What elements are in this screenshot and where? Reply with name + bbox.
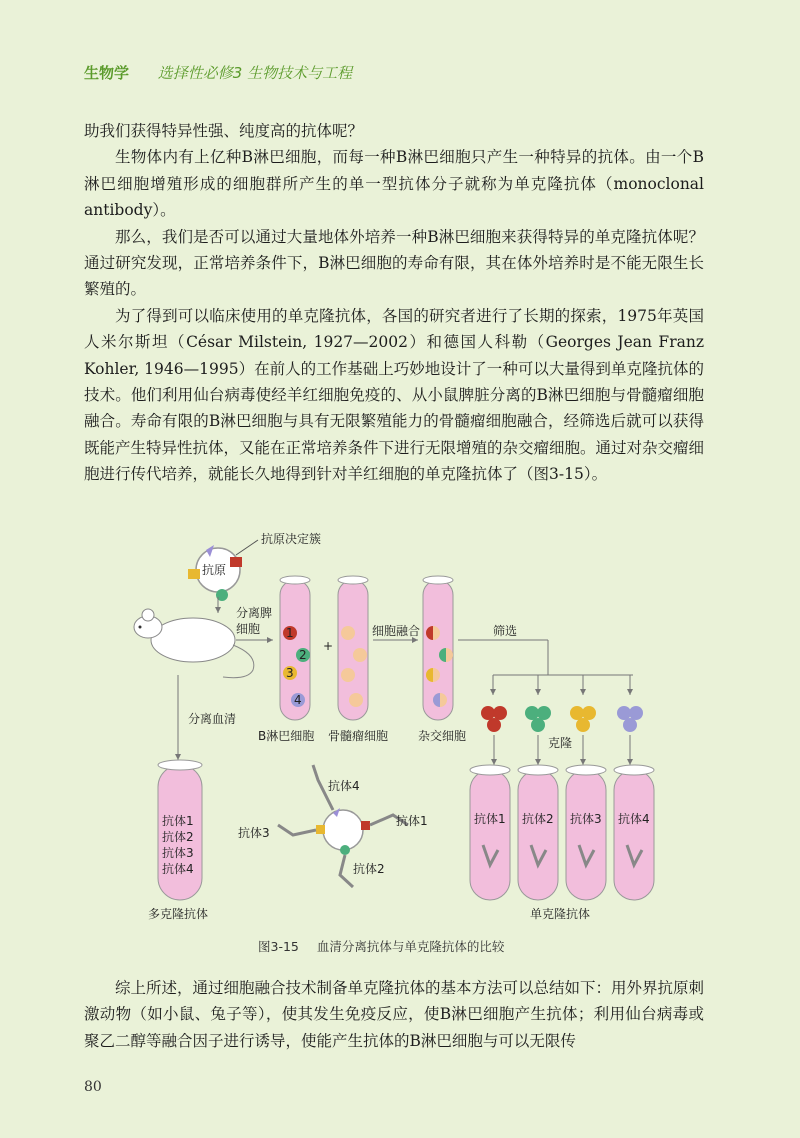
poly-antibody-item: 抗体4 — [162, 862, 194, 876]
clone-label: 克隆 — [548, 736, 573, 750]
header-book-title: 选择性必修3 生物技术与工程 — [157, 64, 353, 82]
cell-number: 2 — [299, 648, 307, 662]
poly-antibody-item: 抗体3 — [162, 846, 194, 860]
figure-3-15 — [118, 525, 678, 955]
epitope-label: 抗原决定簇 — [261, 532, 322, 546]
poly-antibody-item: 抗体2 — [162, 830, 194, 844]
paragraph: 综上所述，通过细胞融合技术制备单克隆抗体的基本方法可以总结如下：用外界抗原刺激动物（如小鼠、兔子等），使其发生免疫反应，使B淋巴细胞产生抗体；利用仙台病毒或聚乙二醇等融合因子进行诱导，使能产生抗体的B淋巴细胞与可以无限传 — [84, 979, 705, 1050]
hybrid-label: 杂交细胞 — [418, 729, 467, 743]
antigen-label: 抗原 — [202, 563, 227, 577]
caption-title: 血清分离抗体与单克隆抗体的比较 — [316, 939, 505, 954]
antibody-4-label: 抗体4 — [328, 779, 360, 793]
header-subject: 生物学 — [84, 64, 130, 82]
figure-diagram — [118, 525, 678, 955]
antibody-2-label: 抗体2 — [353, 862, 385, 876]
figure-caption — [258, 937, 504, 955]
monoclonal-tubes — [470, 765, 654, 900]
monoclonal-label: 单克隆抗体 — [530, 907, 591, 921]
polyclonal-label: 多克隆抗体 — [148, 907, 209, 921]
caption-number: 图3-15 — [258, 939, 299, 954]
mono-tube-label: 抗体4 — [618, 812, 650, 826]
screening-label: 筛选 — [493, 624, 518, 638]
separate-serum-label: 分离血清 — [188, 712, 237, 726]
hybrid-tube — [423, 576, 453, 720]
paragraph: 为了得到可以临床使用的单克隆抗体，各国的研究者进行了长期的探索，1975年英国人米尔斯坦（César Milstein, 1927—2002）和德国人科勒（Georges Jean Franz Kohler, 1946—1995）在前人的工作基础上巧妙地设计了一种可以大量得到单克隆抗体的技术。他们利用仙台病毒使经羊红细胞免疫的、从小鼠脾脏分离的B淋巴细胞与骨髓瘤细胞融合。寿命有限的B淋巴细胞与具有无限繁殖能力的骨髓瘤细胞融合，经筛选后就可以获得既能产生特异性抗体，又能在正常培养条件下进行无限增殖的杂交瘤细胞。通过对杂交瘤细胞进行传代培养，就能长久地得到针对羊红细胞的单克隆抗体了（图3-15）。 — [84, 306, 705, 484]
mono-tube-label: 抗体1 — [474, 812, 506, 826]
antigen-antibody-complex — [238, 765, 428, 887]
separate-spleen-label-1: 分离脾 — [236, 606, 273, 620]
cell-number: 3 — [286, 666, 294, 680]
b-cell-label: B淋巴细胞 — [258, 729, 315, 743]
myeloma-label: 骨髓瘤细胞 — [328, 729, 389, 743]
cell-fusion-label: 细胞融合 — [372, 624, 421, 638]
paragraph: 那么，我们是否可以通过大量地体外培养一种B淋巴细胞来获得特异的单克隆抗体呢？通过研究发现，正常培养条件下，B淋巴细胞的寿命有限，其在体外培养时是不能无限生长繁殖的。 — [84, 227, 704, 299]
mono-tube-label: 抗体2 — [522, 812, 554, 826]
poly-antibody-item: 抗体1 — [162, 814, 194, 828]
antibody-3-label: 抗体3 — [238, 826, 270, 840]
bottom-text — [84, 975, 704, 1054]
plus-sign: + — [323, 639, 334, 653]
myeloma-tube — [338, 576, 368, 720]
mono-tube-label: 抗体3 — [570, 812, 602, 826]
b-cell-tube — [280, 576, 310, 720]
running-header — [84, 62, 352, 83]
paragraph: 生物体内有上亿种B淋巴细胞，而每一种B淋巴细胞只产生一种特异的抗体。由一个B淋巴细胞增殖形成的细胞群所产生的单一型抗体分子就称为单克隆抗体（monoclonal antibody）。 — [84, 148, 704, 220]
separate-spleen-label-2: 细胞 — [236, 622, 261, 636]
cell-number: 4 — [294, 693, 302, 707]
clone-clusters — [481, 706, 643, 732]
body-text — [84, 118, 704, 488]
page-number: 80 — [84, 1079, 102, 1095]
paragraph: 助我们获得特异性强、纯度高的抗体呢？ — [84, 122, 364, 140]
cell-number: 1 — [286, 626, 294, 640]
antibody-1-label: 抗体1 — [396, 814, 428, 828]
polyclonal-tube — [158, 760, 202, 900]
